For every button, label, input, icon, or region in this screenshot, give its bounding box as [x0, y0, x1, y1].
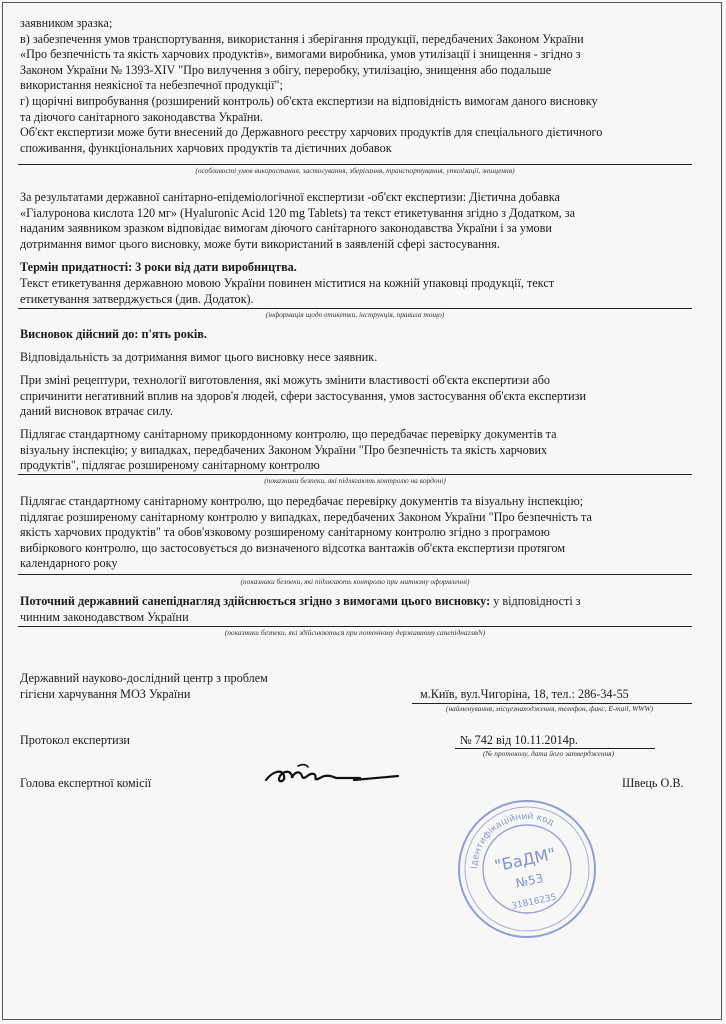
- label-caption: (інформація щодо етикетки, інструкція, правила тощо): [265, 310, 445, 319]
- text-line: даний висновок втрачає силу.: [20, 404, 173, 419]
- supervision-heading: Поточний державний санепіднагляд здійснюється згідно з вимогами цього висновку:: [20, 594, 491, 608]
- customs-control-text: [20, 494, 690, 572]
- org-line-1: Державний науково-дослідний центр з проблем: [20, 671, 268, 685]
- text-line: Текст етикетування державною мовою України повинен міститися на кожній упаковці продукції, текст: [20, 276, 555, 290]
- stamp-name: "БаДМ": [492, 843, 558, 876]
- protocol-caption: (№ протоколу, дата його затвердження): [483, 749, 615, 758]
- text-line: Підлягає стандартному санітарному прикордонному контролю, що передбачає перевірку документів та: [20, 427, 557, 441]
- border-control-text: [20, 427, 690, 474]
- text-line: вибіркового контролю, що застосовується до визначеного відсотка вантажів об'єкта експертизи протягом: [20, 540, 566, 555]
- text-line: «Про безпечність та якість харчових продуктів», вимогами виробника, умов утилізації і знищення - згідно з: [20, 47, 581, 62]
- stamp-code: 31816235: [510, 892, 558, 912]
- conditions-text: [20, 16, 690, 156]
- text-line: якість харчових продуктів" та обов'язковому розширеному санітарному контролю згідно з програмою: [20, 525, 550, 540]
- text-line: Законом України № 1393-XIV "Про вилучення з обігу, переробку, утилізацію, знищення або подальше: [20, 62, 552, 77]
- text-line: в) забезпечення умов транспортування, використання і зберігання продукції, передбачених Законом України: [20, 31, 584, 46]
- text-line: чинним законодавством України: [20, 609, 189, 624]
- text-line: підлягає розширеному санітарному контролю у випадках, передбачених Законом України "Про безпечність та: [20, 509, 592, 524]
- border-caption: (показники безпеки, які підлягають контролю на кордоні): [264, 476, 446, 485]
- valid-until: Висновок дійсний до: п'ять років.: [20, 327, 207, 341]
- address-caption: (найменування, місцезнаходження, телефон, факс, E-mail, WWW): [446, 704, 654, 713]
- text-line: За результатами державної санітарно-епідеміологічної експертизи -об'єкт експертизи: Дієтична добавка: [20, 190, 560, 204]
- text-line: спричинити негативний вплив на здоров'я людей, сфери застосування, умов застосування об'єкта експертизи: [20, 388, 587, 403]
- text-line: етикетування затверджується (див. Додаток).: [20, 291, 254, 306]
- text-line: споживання, функціональних харчових продуктів та дієтичних добавок: [20, 140, 392, 155]
- divider: [18, 164, 692, 165]
- supervision-text: [20, 594, 690, 625]
- head-name: Швець О.В.: [622, 776, 684, 790]
- text-line: Підлягає стандартному санітарному контролю, що передбачає перевірку документів та візуальну інспекцію;: [20, 494, 584, 508]
- stamp-number: №53: [514, 871, 545, 891]
- divider: [18, 626, 692, 627]
- text-line: [20, 594, 690, 610]
- text-line: При зміні рецептури, технології виготовлення, які можуть змінити властивості об'єкта експертизи або: [20, 373, 551, 387]
- text-line: візуальну інспекцію; у випадках, передбачених Законом України "Про безпечність та якість харчових: [20, 442, 548, 457]
- divider: [18, 574, 692, 575]
- supervision-rest: у відповідності з: [490, 594, 581, 608]
- change-text: [20, 373, 690, 420]
- text-line: наданим заявником зразком відповідає вимогам діючого санітарного законодавства України і за умови: [20, 221, 552, 236]
- text-line: календарного року: [20, 556, 118, 571]
- responsibility: Відповідальність за дотримання вимог цього висновку несе заявник.: [20, 350, 378, 364]
- protocol-value: № 742 від 10.11.2014р.: [460, 733, 578, 747]
- stamp-ring-text: Ідентифікаційний код: [469, 811, 556, 870]
- divider: [18, 308, 692, 309]
- supervision-caption: (показники безпеки, які здійснюються при поточному державному санепіднагляді): [224, 628, 486, 637]
- signature-image: [262, 758, 402, 790]
- stamp-image: [455, 795, 599, 943]
- divider: [18, 474, 692, 475]
- protocol-label: Протокол експертизи: [20, 733, 130, 747]
- conditions-caption: (особливості умов використання, застосування, зберігання, транспортування, утилізації, знищення): [195, 166, 515, 175]
- result-text: [20, 190, 690, 252]
- org-line-2: гігієни харчування МОЗ України: [20, 687, 191, 701]
- text-line: Об'єкт експертизи може бути внесений до Державного реєстру харчових продуктів для спеціального дієтичного: [20, 125, 603, 140]
- text-line: та діючого санітарного законодавства України.: [20, 109, 263, 124]
- text-line: дотримання вимог цього висновку, може бути використаний в заявленій сфері застосування.: [20, 236, 500, 251]
- label-text: [20, 276, 690, 307]
- head-label: Голова експертної комісії: [20, 776, 152, 790]
- text-line: заявником зразка;: [20, 16, 113, 30]
- text-line: використання неякісної та небезпечної продукції";: [20, 78, 283, 93]
- text-line: «Гіалуронова кислота 120 мг» (Hyaluronic Acid 120 mg Tablets) та текст етикетування згідно з Додатком, за: [20, 205, 576, 220]
- shelf-life: Термін придатності: 3 роки від дати виробництва.: [20, 260, 297, 274]
- text-line: г) щорічні випробування (розширений контроль) об'єкта експертизи на відповідність вимогам даного висновку: [20, 93, 598, 108]
- text-line: продуктів", підлягає розширеному санітарному контролю: [20, 458, 320, 473]
- customs-caption: (показники безпеки, які підлягають контролю при митному оформленні): [240, 577, 470, 586]
- address: м.Київ, вул.Чигоріна, 18, тел.: 286-34-55: [420, 687, 629, 701]
